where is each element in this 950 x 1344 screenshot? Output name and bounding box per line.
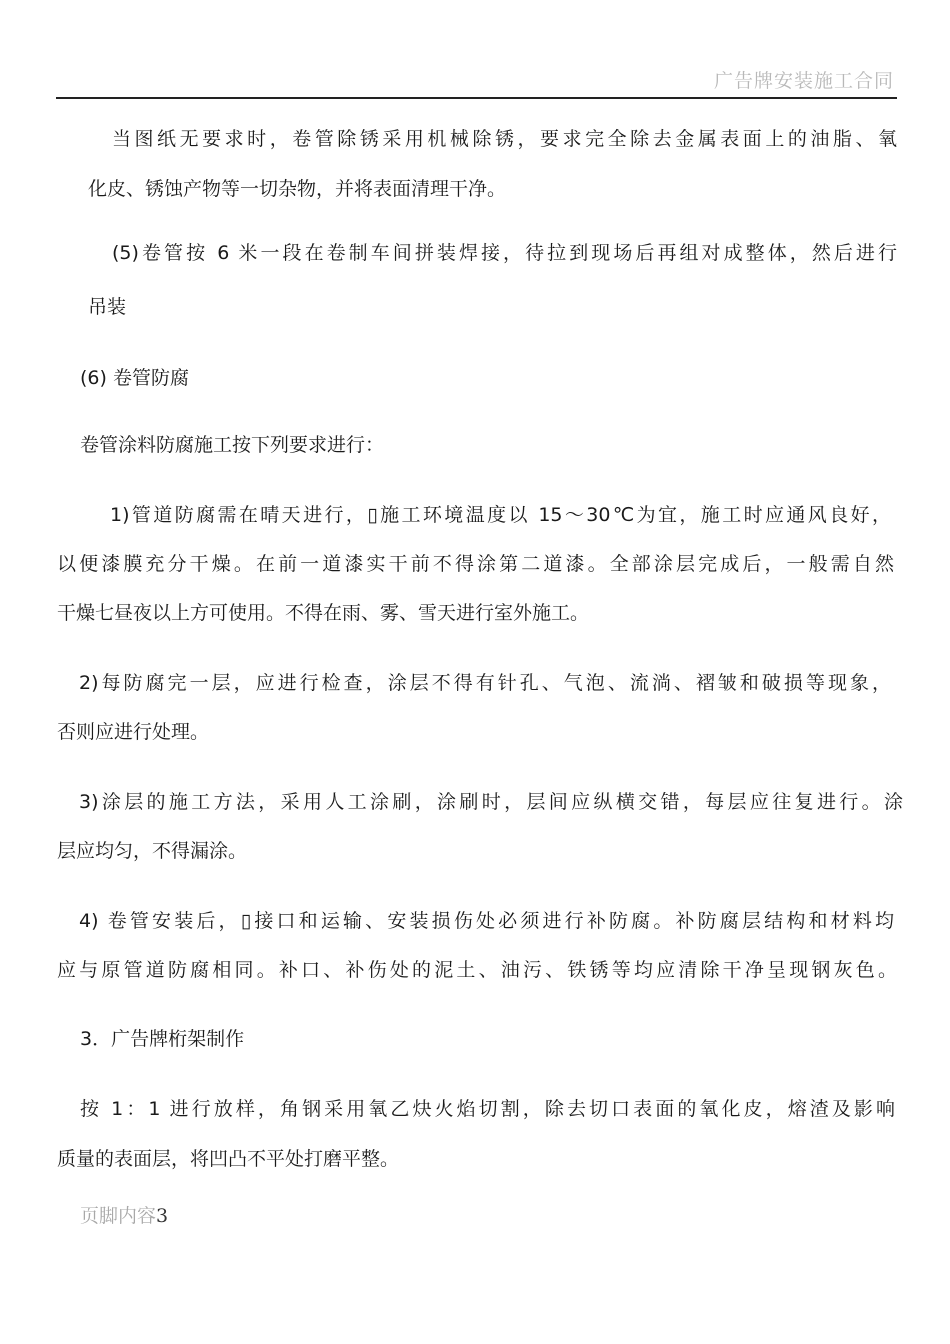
paragraph-line: 化皮、锈蚀产物等一切杂物，并将表面清理干净。 [88, 178, 507, 200]
paragraph-line: 吊装 [88, 296, 127, 318]
paragraph-line: 干燥七昼夜以上方可使用。不得在雨、雾、雪天进行室外施工。 [57, 602, 590, 624]
paragraph-line: 层应均匀，不得漏涂。 [57, 840, 248, 862]
paragraph-line: 3)涂层的施工方法，采用人工涂刷，涂刷时，层间应纵横交错，每层应往复进行。涂 [79, 791, 903, 813]
footer-label: 页脚内容 [80, 1205, 157, 1227]
section-heading: (6) 卷管防腐 [80, 367, 189, 389]
paragraph-line: 按 1：1 进行放样，角钢采用氧乙炔火焰切割，除去切口表面的氧化皮，熔渣及影响 [80, 1098, 895, 1120]
footer [80, 1201, 168, 1228]
paragraph-line: 应与原管道防腐相同。补口、补伤处的泥土、油污、铁锈等均应清除干净呈现钢灰色。 [57, 959, 897, 981]
paragraph-line: (5)卷管按 6 米一段在卷制车间拼装焊接，待拉到现场后再组对成整体，然后进行 [112, 242, 897, 264]
page-number: 3 [156, 1205, 169, 1227]
paragraph-line: 以便漆膜充分干燥。在前一道漆实干前不得涂第二道漆。全部涂层完成后，一般需自然 [57, 553, 894, 575]
header-divider [56, 97, 897, 99]
header-title: 广告牌安装施工合同 [713, 70, 894, 92]
paragraph-line: 当图纸无要求时，卷管除锈采用机械除锈，要求完全除去金属表面上的油脂、氧 [112, 128, 897, 150]
paragraph-line: 4) 卷管安装后，▯接口和运输、安装损伤处必须进行补防腐。补防腐层结构和材料均 [79, 910, 894, 932]
paragraph-line: 卷管涂料防腐施工按下列要求进行： [80, 434, 385, 456]
paragraph-line: 1)管道防腐需在晴天进行，▯施工环境温度以 15～30℃为宜，施工时应通风良好， [110, 504, 891, 526]
paragraph-line: 2)每防腐完一层，应进行检查，涂层不得有针孔、气泡、流淌、褶皱和破损等现象， [79, 672, 891, 694]
paragraph-line: 否则应进行处理。 [57, 721, 210, 743]
section-heading: 3．广告牌桁架制作 [80, 1028, 245, 1050]
paragraph-line: 质量的表面层，将凹凸不平处打磨平整。 [57, 1148, 400, 1170]
